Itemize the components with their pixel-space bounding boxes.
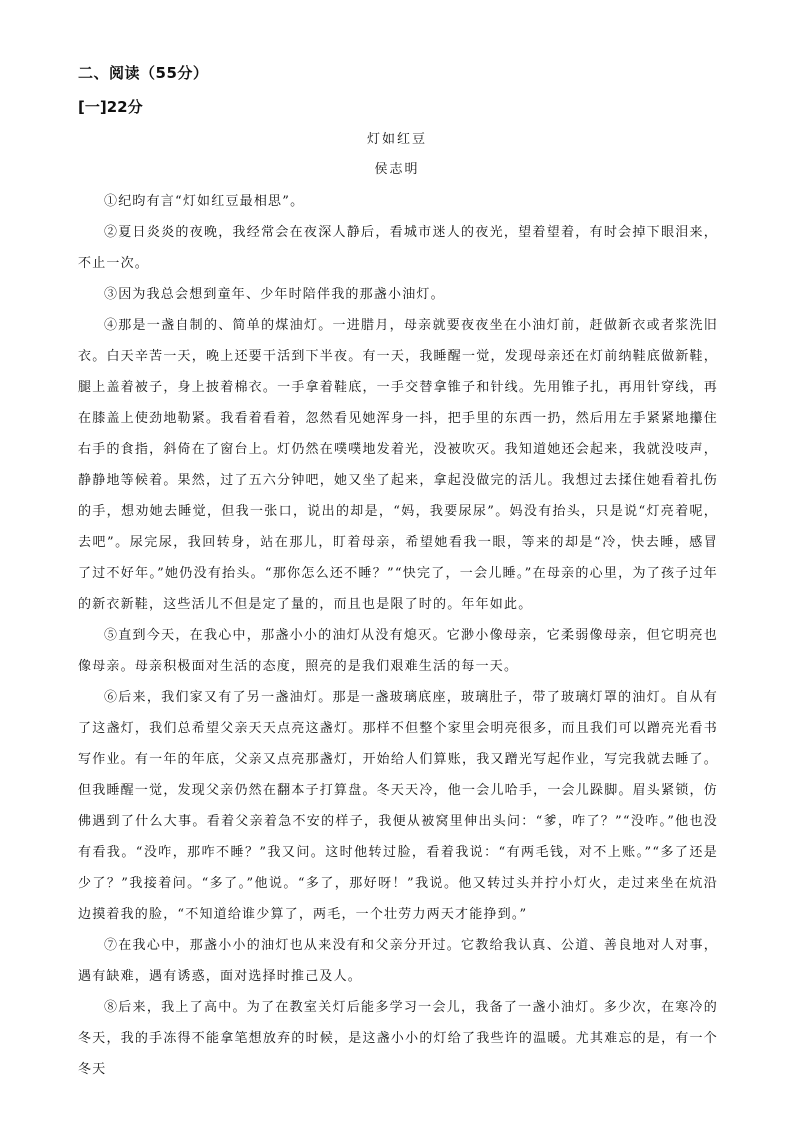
paragraph-7: ⑦在我心中，那盏小小的油灯也从来没有和父亲分开过。它教给我认真、公道、善良地对人对事，遇有缺难，遇有诱惑，面对选择时推己及人。 [78, 938, 718, 984]
subsection-heading: [一]22分 [78, 98, 143, 116]
paragraph-2: ②夏日炎炎的夜晚，我经常会在夜深人静后，看城市迷人的夜光，望着望着，有时会掉下眼泪来，不止一次。 [78, 225, 718, 271]
paragraph-1: ①纪昀有言“灯如红豆最相思”。 [104, 194, 305, 209]
paragraph-5: ⑤直到今天，在我心中，那盏小小的油灯从没有熄灭。它渺小像母亲，它柔弱像母亲，但它明亮也像母亲。母亲积极面对生活的态度，照亮的是我们艰难生活的每一天。 [78, 628, 718, 674]
article-author: 侯志明 [374, 162, 420, 177]
article-body [78, 186, 718, 1085]
paragraph-8: ⑧后来，我上了高中。为了在教室关灯后能多学习一会儿，我备了一盏小油灯。多少次，在寒冷的冬天，我的手冻得不能拿笔想放弃的时候，是这盏小小的灯给了我些许的温暖。尤其难忘的是，有一个冬天 [78, 1000, 718, 1077]
article-title: 灯如红豆 [366, 132, 427, 147]
section-heading: 二、阅读（55分） [78, 64, 209, 82]
paragraph-4: ④那是一盏自制的、简单的煤油灯。一进腊月，母亲就要夜夜坐在小油灯前，赶做新衣或者浆洗旧衣。白天辛苦一天，晚上还要干活到下半夜。有一天，我睡醒一觉，发现母亲还在灯前纳鞋底做新鞋，腿上盖着被子，身上披着棉衣。一手拿着鞋底，一手交替拿锥子和针线。先用锥子扎，再用针穿线，再在膝盖上使劲地勒紧。我看着看着，忽然看见她浑身一抖，把手里的东西一扔，然后用左手紧紧地攥住右手的食指，斜倚在了窗台上。灯仍然在噗噗地发着光，没被吹灭。我知道她还会起来，我就没吱声，静静地等候着。果然，过了五六分钟吧，她又坐了起来，拿起没做完的活儿。我想过去揉住她看着扎伤的手，想劝她去睡觉，但我一张口，说出的却是，“妈，我要尿尿”。妈没有抬头，只是说“灯亮着呢，去吧”。尿完尿，我回转身，站在那儿，盯着母亲，希望她看我一眼，等来的却是“冷，快去睡，感冒了过不好年。”她仍没有抬头。“那你怎么还不睡？”“快完了，一会儿睡。”在母亲的心里，为了孩子过年的新衣新鞋，这些活儿不但是定了量的，而且也是限了时的。年年如此。 [78, 318, 718, 612]
paragraph-3: ③因为我总会想到童年、少年时陪伴我的那盏小油灯。 [104, 287, 445, 302]
paragraph-6: ⑥后来，我们家又有了另一盏油灯。那是一盏玻璃底座，玻璃肚子，带了玻璃灯罩的油灯。自从有了这盏灯，我们总希望父亲天天点亮这盏灯。那样不但整个家里会明亮很多，而且我们可以蹭亮光看书写作业。有一年的年底，父亲又点亮那盏灯，开始给人们算账，我又蹭光写起作业，写完我就去睡了。但我睡醒一觉，发现父亲仍然在翻本子打算盘。冬天天冷，他一会儿哈手，一会儿跺脚。眉头紧锁，仿佛遇到了什么大事。看着父亲着急不安的样子，我便从被窝里伸出头问：“爹，咋了？”“没咋。”他也没有看我。“没咋，那咋不睡？”我又问。这时他转过脸，看着我说：“有两毛钱，对不上账。”“多了还是少了？”我接着问。“多了。”他说。“多了，那好呀！”我说。他又转过头并拧小灯火，走过来坐在炕沿边摸着我的脸，“不知道给谁少算了，两毛，一个壮劳力两天才能挣到。” [78, 690, 718, 922]
